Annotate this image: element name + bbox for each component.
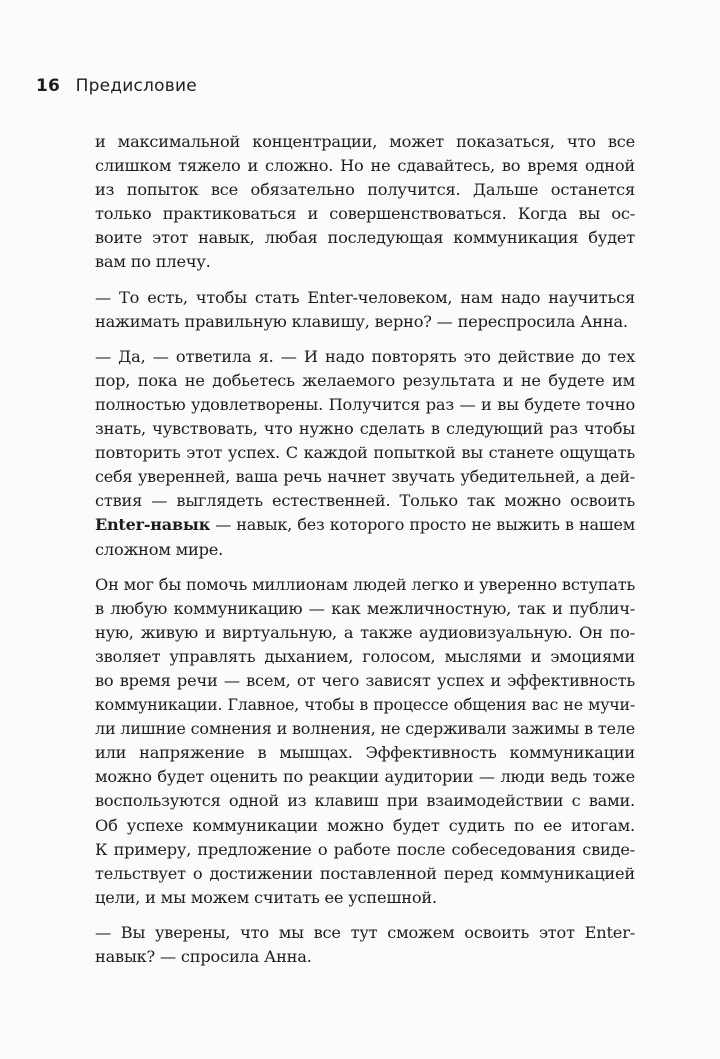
text-line: нажимать правильную клавишу, верно? — переспросила Анна. — [95, 311, 628, 331]
text-line: — Вы уверены, что мы все тут сможем освоить этот Enter- — [95, 922, 635, 942]
text-line: коммуникации. Главное, чтобы в процессе общения вас не мучи- — [95, 695, 635, 715]
text-line: во время речи — всем, от чего зависят успех и эффективность — [95, 670, 635, 690]
paragraph-3 — [95, 345, 635, 562]
text-line: сложном мире. — [95, 539, 224, 559]
paragraph-4 — [95, 573, 635, 910]
text-line: себя уверенней, ваша речь начнет звучать убедительней, а дей- — [95, 467, 635, 487]
text-line: воите этот навык, любая последующая коммуникация будет — [95, 228, 635, 248]
text-line: слишком тяжело и сложно. Но не сдавайтесь, во время одной — [95, 156, 635, 176]
text-line: полностью удовлетворены. Получится раз — и вы будете точно — [95, 394, 635, 414]
bold-term: Enter-навык — [95, 515, 211, 535]
text-line: — Да, — ответила я. — И надо повторять это действие до тех — [95, 346, 635, 366]
text-line: только практиковаться и совершенствоваться. Когда вы ос- — [95, 204, 635, 224]
text-line: Он мог бы помочь миллионам людей легко и уверенно вступать — [95, 574, 636, 594]
body-text — [95, 130, 635, 980]
text-fragment: — навык, без которого просто не выжить в нашем — [210, 515, 635, 535]
text-line: повторить этот успех. С каждой попыткой вы станете ощущать — [95, 443, 635, 463]
paragraph-2 — [95, 286, 635, 334]
text-line: знать, чувствовать, что нужно сделать в следующий раз чтобы — [95, 419, 635, 439]
text-line: вам по плечу. — [95, 252, 211, 272]
paragraph-5 — [95, 921, 635, 969]
text-line: ную, живую и виртуальную, а также аудиовизуальную. Он по- — [95, 622, 635, 642]
running-header — [36, 76, 197, 96]
text-line: тельствует о достижении поставленной перед коммуникацией — [95, 863, 635, 883]
text-line: в любую коммуникацию — как межличностную, так и публич- — [95, 598, 635, 618]
text-line: из попыток все обязательно получится. Дальше останется — [95, 180, 635, 200]
paragraph-1 — [95, 130, 635, 275]
section-title: Предисловие — [75, 76, 197, 96]
text-line: пор, пока не добьетесь желаемого результата и не будете им — [95, 370, 635, 390]
text-line — [95, 513, 635, 537]
text-line: Об успехе коммуникации можно будет судить по ее итогам. — [95, 815, 635, 835]
text-line: К примеру, предложение о работе после собеседования свиде- — [95, 839, 635, 859]
text-line: цели, и мы можем считать ее успешной. — [95, 887, 437, 907]
text-line: — То есть, чтобы стать Enter-человеком, нам надо научиться — [95, 287, 635, 307]
page-number: 16 — [36, 76, 61, 96]
text-line: ли лишние сомнения и волнения, не сдерживали зажимы в теле — [95, 719, 635, 739]
text-line: навык? — спросила Анна. — [95, 947, 312, 966]
text-line: воспользуются одной из клавиш при взаимодействии с вами. — [95, 791, 635, 811]
text-line: или напряжение в мышцах. Эффективность коммуникации — [95, 743, 635, 763]
text-line: можно будет оценить по реакции аудитории — люди ведь тоже — [95, 767, 635, 787]
text-line: зволяет управлять дыханием, голосом, мыслями и эмоциями — [95, 646, 635, 666]
text-line: ствия — выглядеть естественней. Только так можно освоить — [95, 491, 635, 511]
text-line: и максимальной концентрации, может показаться, что все — [95, 132, 635, 151]
